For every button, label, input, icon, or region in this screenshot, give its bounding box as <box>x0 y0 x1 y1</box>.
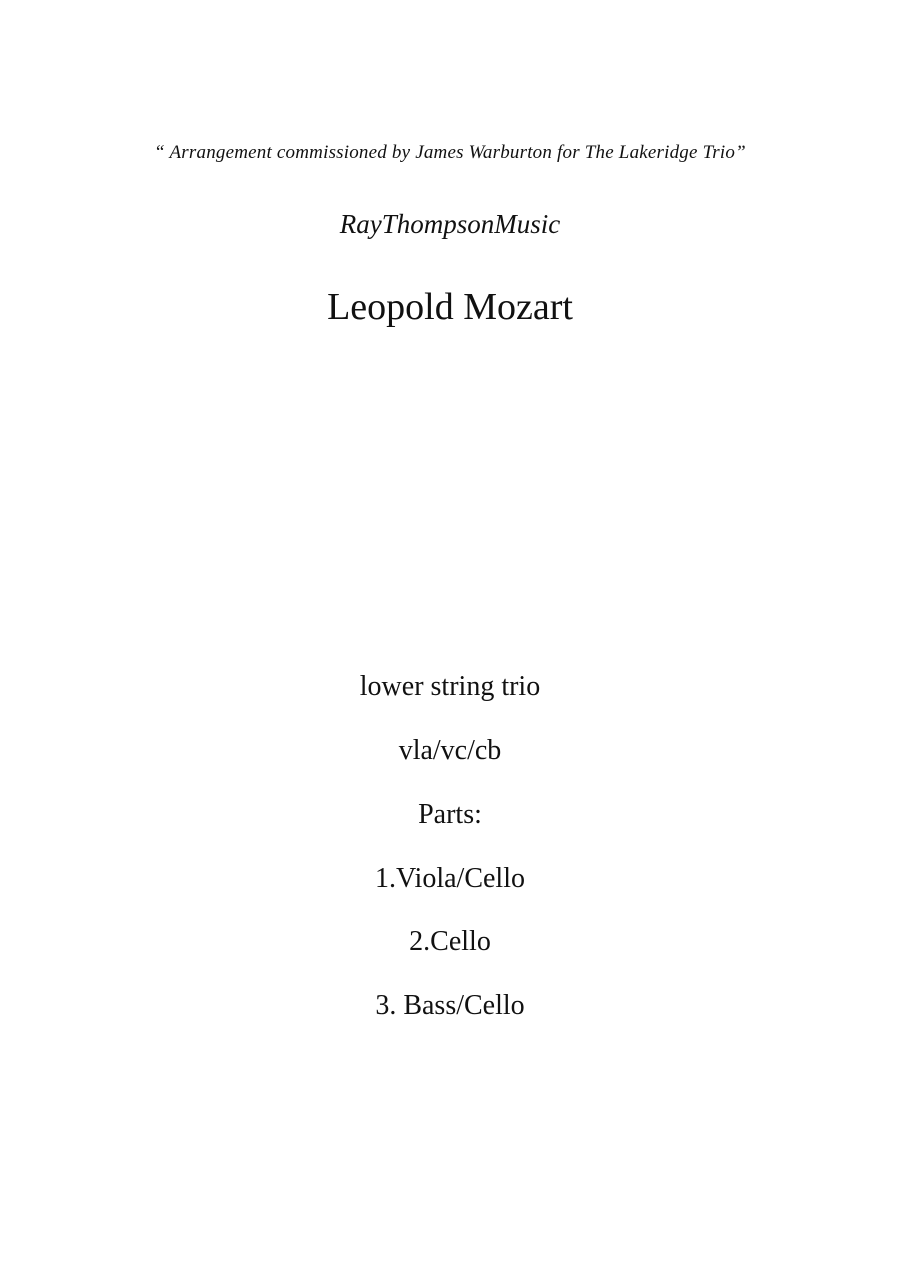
part-item: 1.Viola/Cello <box>375 863 525 894</box>
commission-note: “ Arrangement commissioned by James Warburton for The Lakeridge Trio” <box>154 142 746 163</box>
ensemble-label: lower string trio <box>359 671 541 702</box>
composer-name: Leopold Mozart <box>327 286 573 328</box>
part-item: 3. Bass/Cello <box>375 990 525 1021</box>
instrumentation-label: vla/vc/cb <box>398 735 502 766</box>
publisher-name: RayThompsonMusic <box>339 209 561 239</box>
part-item: 2.Cello <box>409 926 491 957</box>
parts-heading: Parts: <box>418 799 482 830</box>
